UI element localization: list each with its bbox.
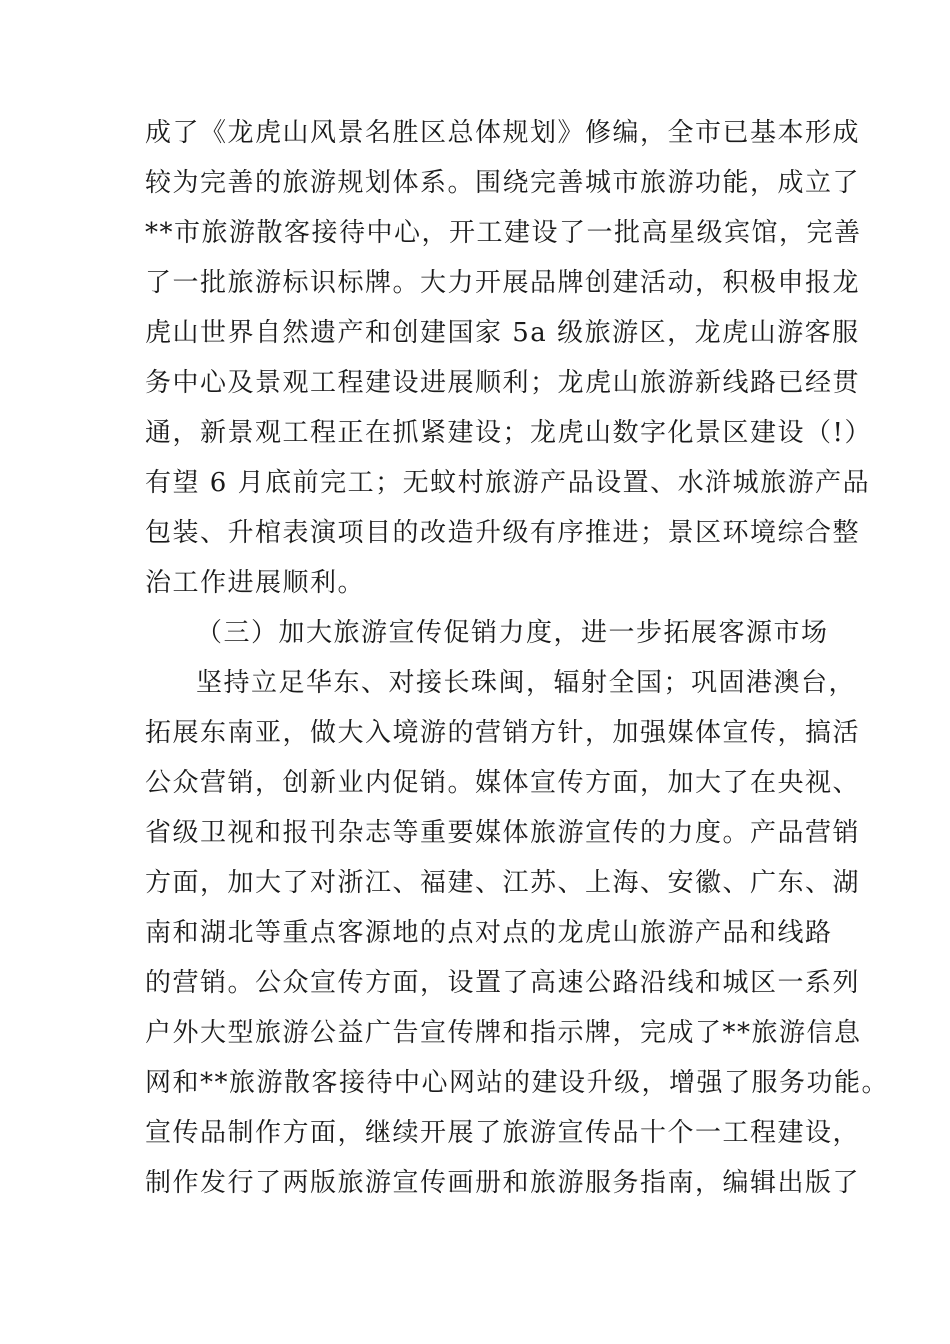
section-heading: （三）加大旅游宣传促销力度，进一步拓展客源市场 <box>196 618 829 648</box>
paragraph-line: 公众营销，创新业内促销。媒体宣传方面，加大了在央视、 <box>145 768 861 798</box>
paragraph-line: 通，新景观工程正在抓紧建设；龙虎山数字化景区建设（!） <box>145 418 872 448</box>
paragraph-line: 南和湖北等重点客源地的点对点的龙虎山旅游产品和线路 <box>145 918 833 948</box>
paragraph-line: 包装、升棺表演项目的改造升级有序推进；景区环境综合整 <box>145 518 861 548</box>
paragraph-line: 拓展东南亚，做大入境游的营销方针，加强媒体宣传，搞活 <box>145 718 861 748</box>
paragraph-line: 了一批旅游标识标牌。大力开展品牌创建活动，积极申报龙 <box>145 268 861 298</box>
paragraph-line: **市旅游散客接待中心，开工建设了一批高星级宾馆，完善 <box>145 218 862 248</box>
paragraph-line: 方面，加大了对浙江、福建、江苏、上海、安徽、广东、湖 <box>145 868 861 898</box>
paragraph-line: 治工作进展顺利。 <box>145 568 366 598</box>
paragraph-line: 省级卫视和报刊杂志等重要媒体旅游宣传的力度。产品营销 <box>145 818 861 848</box>
paragraph-line: 较为完善的旅游规划体系。围绕完善城市旅游功能，成立了 <box>145 168 861 198</box>
paragraph-line: 成了《龙虎山风景名胜区总体规划》修编，全市已基本形成 <box>145 118 861 148</box>
paragraph-line: 制作发行了两版旅游宣传画册和旅游服务指南，编辑出版了 <box>145 1168 861 1198</box>
paragraph-line: 户外大型旅游公益广告宣传牌和指示牌，完成了**旅游信息 <box>145 1018 862 1048</box>
paragraph-line: 的营销。公众宣传方面，设置了高速公路沿线和城区一系列 <box>145 968 861 998</box>
paragraph-line: 务中心及景观工程建设进展顺利；龙虎山旅游新线路已经贯 <box>145 368 861 398</box>
paragraph-line: 有望 6 月底前完工；无蚊村旅游产品设置、水浒城旅游产品 <box>145 468 871 498</box>
paragraph-line: 坚持立足华东、对接长珠闽，辐射全国；巩固港澳台， <box>196 668 857 698</box>
paragraph-line: 虎山世界自然遗产和创建国家 5a 级旅游区，龙虎山游客服 <box>145 318 860 348</box>
paragraph-line: 网和**旅游散客接待中心网站的建设升级，增强了服务功能。 <box>145 1068 890 1098</box>
paragraph-line: 宣传品制作方面，继续开展了旅游宣传品十个一工程建设， <box>145 1118 861 1148</box>
